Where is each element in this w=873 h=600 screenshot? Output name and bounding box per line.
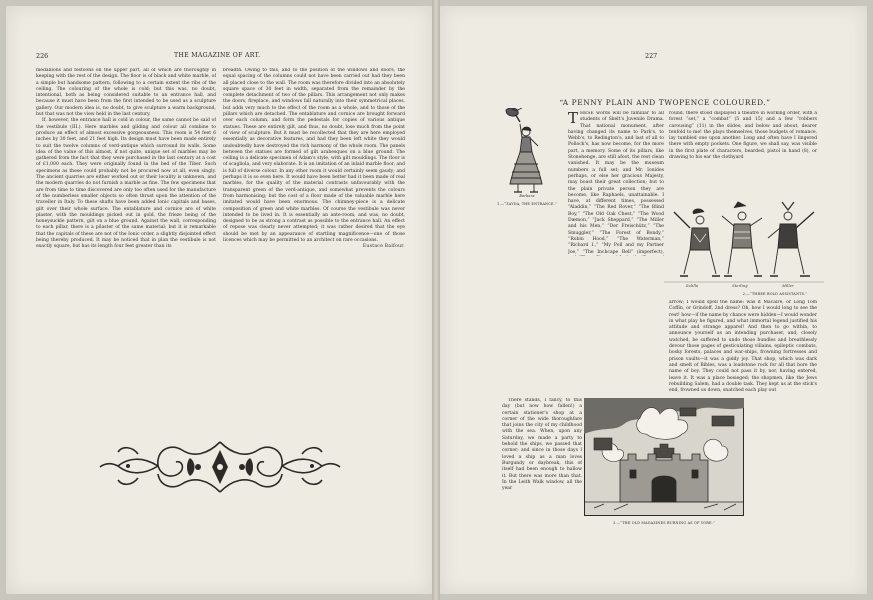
shop-paragraph: There stands, I fancy, to this day (but now how fallen!) a certain stationer's shop at a corner of the wide thoroughfare that joins the city of my childhood with the sea. When, upon any Saturday, we made a party to behold the ships, we passed that corner; and since in those days I loved a ship as a man loves Burgundy or daybreak, this of itself had been enough to hallow it. But there was more than that. In the Leith Walk window, all the year <box>502 398 582 492</box>
figure-2-caption: 2.—“THREE BOLD ASSISTANTS.” <box>742 292 808 296</box>
figure-1-zayda-illustration <box>492 108 562 198</box>
right-page-number: 227 <box>645 52 658 60</box>
author-signature: Eustace Balfour. <box>362 244 405 250</box>
figure-1-caption: 1.—“ZAYDA, THE ENTRANCE.” <box>497 202 557 206</box>
left-column-1 <box>36 68 216 408</box>
figure-2-label-miller: Miller <box>782 284 794 288</box>
theatre-paragraph: round, there stood displayed a theatre in working order, with a forest “set,” a “combat” (5 and 15) and a few “robbers carousing” (11) in the slides; and below and about, dearer tenfold to me! the plays themselves, those budgets of romance, lay tumbled one upon another. Long and often have I lingered there with empty pockets. One figure, we shall say, was visible in the first plate of characters, bearded, pistol in hand (8), or drawing to his ear the clothyard <box>669 111 817 161</box>
figure-3-burning-fortress-illustration <box>584 398 744 516</box>
left-column-2 <box>223 68 405 414</box>
ornament-tailpiece <box>98 436 342 498</box>
left-page-number: 226 <box>36 52 49 60</box>
intro-paragraph <box>568 111 664 256</box>
right-column-top <box>669 111 817 193</box>
intro-column-narrow <box>568 111 664 256</box>
intro-column-continued <box>502 258 664 394</box>
paragraph: breadth. Owing to this, and to the position of the windows and doors, the equal spacing of the columns could not have been carried out had they been all placed close to the wall. The room was therefore divided into an absolutely square space of 30 feet in width, separated from the remainder by the complete detachment of two of the pillars. This arrangement not only makes the doors, fireplace, and windows fall naturally into their symmetrical places, but adds very much to the effect of the room as a whole, and to those of the pillars which are detached. The entablature and cornice are brought forward over each column, and form the pedestals for copies of various antique statues. These are entirely gilt, and thus, no doubt, lose much from the point of view of sculpture. But it must be recollected that they are here employed essentially as decorative features, and had they been left white they would undoubtedly have destroyed the rich harmony of the whole room. The panels between the statues are formed of gilt arabesques on a blue ground. The ceiling is a delicate specimen of Adam's style, with gilt mouldings. The floor is of scagliola, and very elaborate. It is an imitation of an inlaid marble floor, and is full of diverse colour. In any other room it would certainly seem gaudy; and perhaps it is so even here. It would have been better had it been made of real marbles, for the quality of the material contrasts unfavourably with the transparent green of the verd-antique, and somewhat prevents the colours from harmonising; but the cost of a floor made of the valuable marble here imitated would have been enormous. The chimney-piece is a delicate composition of green and white marbles. Of course the vestibule was never intended to be lived in. It is essentially an ante-room, and was, no doubt, designed to be as strong a contrast as possible to the entrance hall. An effect of repose was clearly never attempted; it was rather desired that the eye should be met by an appearance of startling magnificence—one of those licences which may be permitted to an architect on rare occasions. <box>223 68 405 244</box>
paragraph: If, however, the entrance hall is cold in colour, the same cannot be said of the vestibule (III.). Here marbles and gilding and colour all combine to produce an effect of almost excessive gorgeousness. This room is 54 feet 6 inches by 30 feet, and 21 feet high. Its design must have been made entirely to suit the twelve columns of verd-antique which surround its walls. Some idea of the value of this almost, if not quite, unique set of marbles may be gathered from the fact that they were purchased in the last century at a cost of £1,000 each. They were originally found in the bed of the Tiber. Such specimens as these could probably not be procured now at all, even singly. The ancient quarries are either worked out or their locality is unknown, and the modern quarries do not furnish a marble as fine. The few specimens that are from time to time discovered are only too often used for the manufacture of the numberless smaller objects so often thrust upon the attention of the traveller in Italy. To these shafts have been added Ionic capitals and bases, gilt over their whole surface. The entablature and cornice are of white plaster, with the mouldings picked out in gold, the frieze being of the honeysuckle pattern, gilt on a blue ground. Against the wall, corresponding to each pillar, there is a pilaster of the same material; but it is remarkable that the capitals of these are not of the Ionic order, a slightly disjointed effect being thereby produced. It may be noticed that in plan the vestibule is not exactly square, but has its length four feet greater than its <box>36 118 216 250</box>
book-gutter <box>432 0 440 600</box>
figure-3-caption: 3.—“THE OLD MAGAZINES BURNING AS OF YORE.” <box>613 521 715 525</box>
arrow-paragraph: arrow; I would spell the name: was it Macaire, or Long Tom Coffin, or Grindoff, 2nd dress? Oh, how I would long to see the rest! how—if the name by chance were hidden—I would wonder in what play he figured, and what immortal legend justified his attitude and strange apparel! And then to go within, to announce yourself as an intending purchaser, and, closely watched, be suffered to undo those bundles and breathlessly devour those pages of gesticulating villains, epileptic combats, bosky forests, palaces and war-ships, frowning fortresses and prison vaults—it was a giddy joy. That shop, which was dark and smelt of Bibles, was a loadstone rock for all that bore the name of boy. They could not pass it by, nor, having entered, leave it. It was a place besieged; the shopmen, like the Jews rebuilding Salem, had a double task. They kept us at the stick's end, frowned us down, snatched each play out <box>669 300 817 392</box>
right-page <box>440 6 867 594</box>
figure-1-label: Barbara <box>519 194 535 198</box>
figure-2-label-golilla: Golilla <box>685 284 699 288</box>
shop-column <box>502 398 582 543</box>
article-title: “A PENNY PLAIN AND TWOPENCE COLOURED.” <box>559 98 771 107</box>
intro-text: HESE words will be familiar to all students of Skelt's Juvenile Drama. That national monument, after having changed its name to Park's, to Webb's, to Redington's, and last of all to Pollock's, has now become, for the more part, a memory. Some of its pillars, like Stonehenge, are still afoot, the rest clean vanished. It may be the museum numbers a full set; and Mr. Ionides perhaps, or else her gracious Majesty, may boast their great collection; but to the plain private person they are become, like Raphaels, unattainable. I have, at different times, possessed “Aladdin,” “The Red Rover,” “The Blind Boy,” “The Old Oak Chest,” “The Wood Dæmon,” “Jack Sheppard,” “The Miller and his Men,” “Der Freischütz,” “The Smuggler,” “The Forest of Bondy,” “Robin Hood,” “The Waterman,” “Richard I.,” “My Poll and my Partner Joe,” “The Inchcape Bell” (imperfect), <box>568 111 664 255</box>
figure-2-label-sterling: Sterling <box>732 284 748 288</box>
drop-cap: T <box>568 111 579 127</box>
running-head: THE MAGAZINE OF ART. <box>174 52 261 59</box>
left-page <box>6 6 432 594</box>
right-column-middle <box>669 300 817 392</box>
paragraph: medallions and festoons on the upper part, all of which are thoroughly in keeping with the rest of the design. The floor is of black and white marble, of a simple but handsome pattern, following to a certain extent the ribs of the ceiling. The colouring of the whole is cold; but this was, no doubt, intentional, both as being considered suitable to an entrance hall, and because it must have been from the first intended to be used as a sculpture gallery. Our modern idea is, no doubt, to give sculpture a warm background, but that was not the view held in the last century. <box>36 68 216 118</box>
figure-2-three-assistants-illustration <box>664 198 824 290</box>
